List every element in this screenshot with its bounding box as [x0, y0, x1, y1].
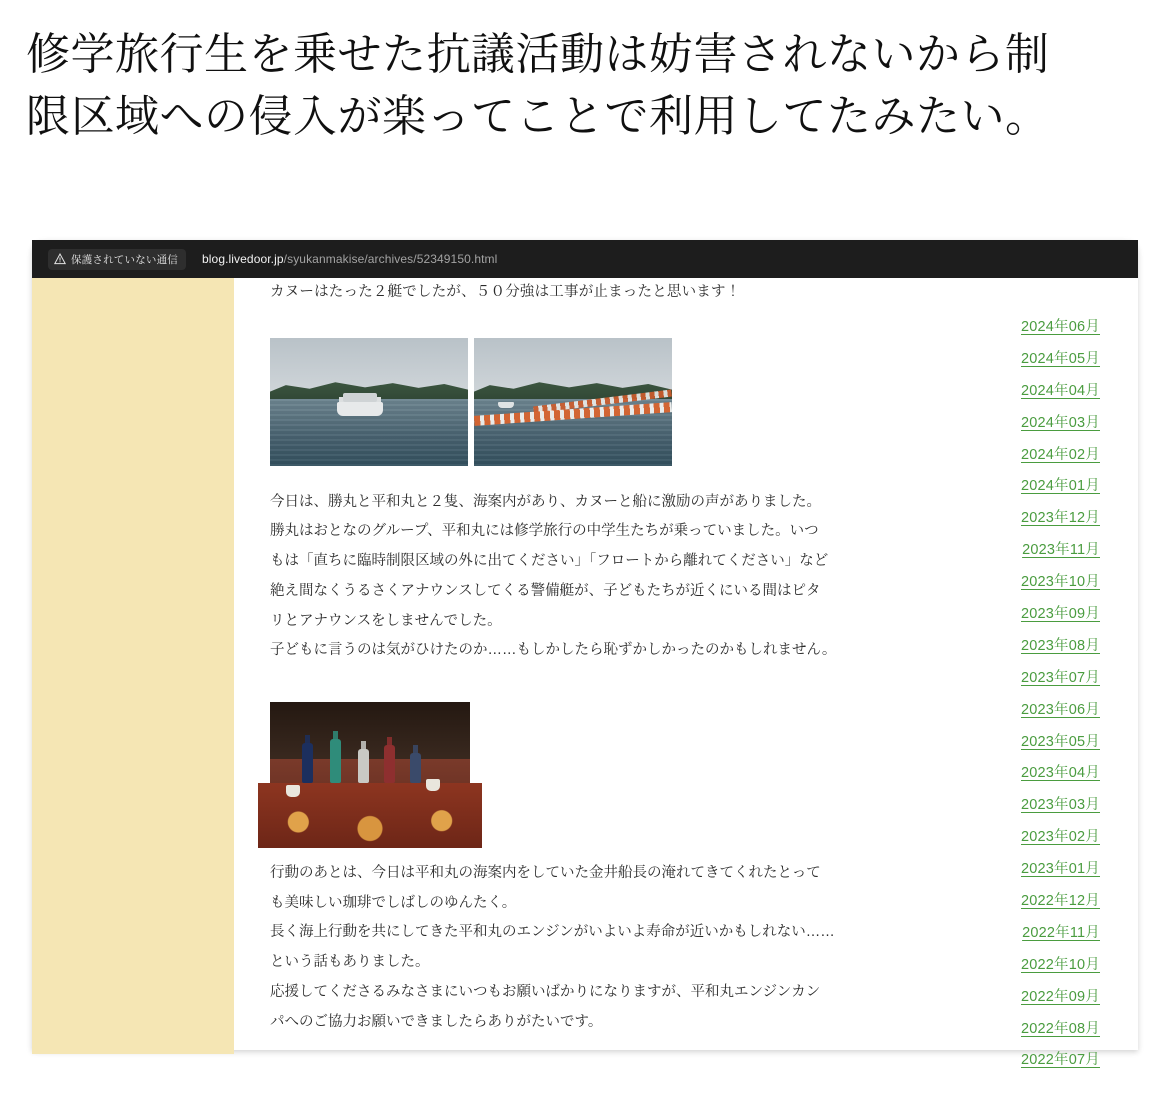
browser-window: [32, 240, 1138, 1069]
archive-link[interactable]: 2024年03月: [1021, 414, 1100, 431]
url-display[interactable]: [202, 252, 497, 266]
article-body: [270, 278, 906, 1037]
archive-link[interactable]: 2023年05月: [1021, 733, 1100, 750]
article-paragraph-1: カヌーはたった２艇でしたが、５０分強は工事が止まったと思います！: [270, 284, 741, 300]
headline-line-1: 修学旅行生を乗せた抗議活動は妨害されないから制: [26, 30, 1050, 79]
article-paragraph-3-line-1: 行動のあとは、今日は平和丸の海案内をしていた金井船長の淹れてきてくれたとって: [270, 865, 821, 882]
article-paragraph-2-line-5: リとアナウンスをしませんでした。: [270, 612, 502, 629]
page-title: [0, 0, 1170, 149]
article-paragraph-3-line-3: 長く海上行動を共にしてきた平和丸のエンジンがいよいよ寿命が近いかもしれない……: [270, 924, 835, 941]
article-paragraph-2-line-6: 子どもに言うのは気がひけたのか……もしかしたら恥ずかしかったのかもしれません。: [270, 642, 837, 659]
url-path: /syukanmakise/archives/52349150.html: [283, 252, 498, 266]
security-status-badge[interactable]: [48, 249, 186, 270]
article-paragraph-2-line-3: もは「直ちに臨時制限区域の外に出てください」「フロートから離れてください」など: [270, 553, 829, 570]
article-paragraph-3-line-6: パへのご協力お願いできましたらありがたいです。: [270, 1013, 603, 1030]
archive-link[interactable]: 2023年11月: [1022, 542, 1100, 559]
article-image-row: [270, 338, 906, 466]
archive-link[interactable]: 2023年07月: [1021, 669, 1100, 686]
photo-table-bottles-coffee[interactable]: [270, 702, 470, 837]
archive-link[interactable]: 2022年10月: [1021, 956, 1100, 973]
content-column: [234, 278, 1138, 1069]
photo-protest-boat-sea[interactable]: [270, 338, 468, 466]
archive-link[interactable]: 2024年05月: [1021, 350, 1100, 367]
archive-link[interactable]: 2022年07月: [1021, 1052, 1100, 1069]
archive-link[interactable]: 2023年08月: [1021, 637, 1100, 654]
warning-triangle-icon: [54, 253, 66, 265]
article-paragraph-3-line-2: も美味しい珈琲でしばしのゆんたく。: [270, 894, 517, 911]
headline-line-2: 限区域への侵入が楽ってことで利用してたみたい。: [26, 92, 1050, 142]
archive-link[interactable]: 2022年09月: [1021, 988, 1100, 1005]
archive-link[interactable]: 2022年08月: [1021, 1020, 1100, 1037]
photo-orange-floats-sea[interactable]: [474, 338, 672, 466]
archive-link[interactable]: 2024年04月: [1021, 382, 1100, 399]
archive-link[interactable]: 2024年06月: [1021, 319, 1100, 335]
archive-link[interactable]: 2023年03月: [1021, 797, 1100, 814]
page-viewport: [32, 278, 1138, 1069]
article-paragraph-3-line-5: 応援してくださるみなさまにいつもお願いばかりになりますが、平和丸エンジンカン: [270, 983, 821, 1000]
browser-address-bar[interactable]: [32, 240, 1138, 278]
archive-link[interactable]: 2024年02月: [1021, 446, 1100, 463]
archive-link[interactable]: 2024年01月: [1021, 478, 1100, 495]
archive-month-list: [994, 312, 1100, 1077]
article-paragraph-2-line-2: 勝丸はおとなのグループ、平和丸には修学旅行の中学生たちが乗っていました。いつ: [270, 523, 819, 540]
archive-link[interactable]: 2023年04月: [1021, 765, 1100, 782]
archive-link[interactable]: 2023年06月: [1021, 701, 1100, 718]
archive-link[interactable]: 2022年12月: [1021, 893, 1100, 910]
security-status-label: 保護されていない通信: [71, 253, 178, 266]
sidebar-left-rail: [32, 278, 234, 1054]
url-host: blog.livedoor.jp: [202, 252, 284, 266]
archive-link[interactable]: 2023年10月: [1021, 574, 1100, 591]
article-paragraph-2-line-1: 今日は、勝丸と平和丸と２隻、海案内があり、カヌーと船に激励の声がありました。: [270, 493, 821, 510]
article-paragraph-2-line-4: 絶え間なくうるさくアナウンスしてくる警備艇が、子どもたちが近くにいる間はピタ: [270, 582, 821, 599]
article-paragraph-3-line-4: という話もありました。: [270, 954, 430, 971]
archive-link[interactable]: 2023年01月: [1021, 861, 1100, 878]
archive-link[interactable]: 2023年09月: [1021, 606, 1100, 623]
archive-link[interactable]: 2022年11月: [1022, 924, 1100, 941]
archive-link[interactable]: 2023年02月: [1021, 829, 1100, 846]
archive-link[interactable]: 2023年12月: [1021, 510, 1100, 527]
